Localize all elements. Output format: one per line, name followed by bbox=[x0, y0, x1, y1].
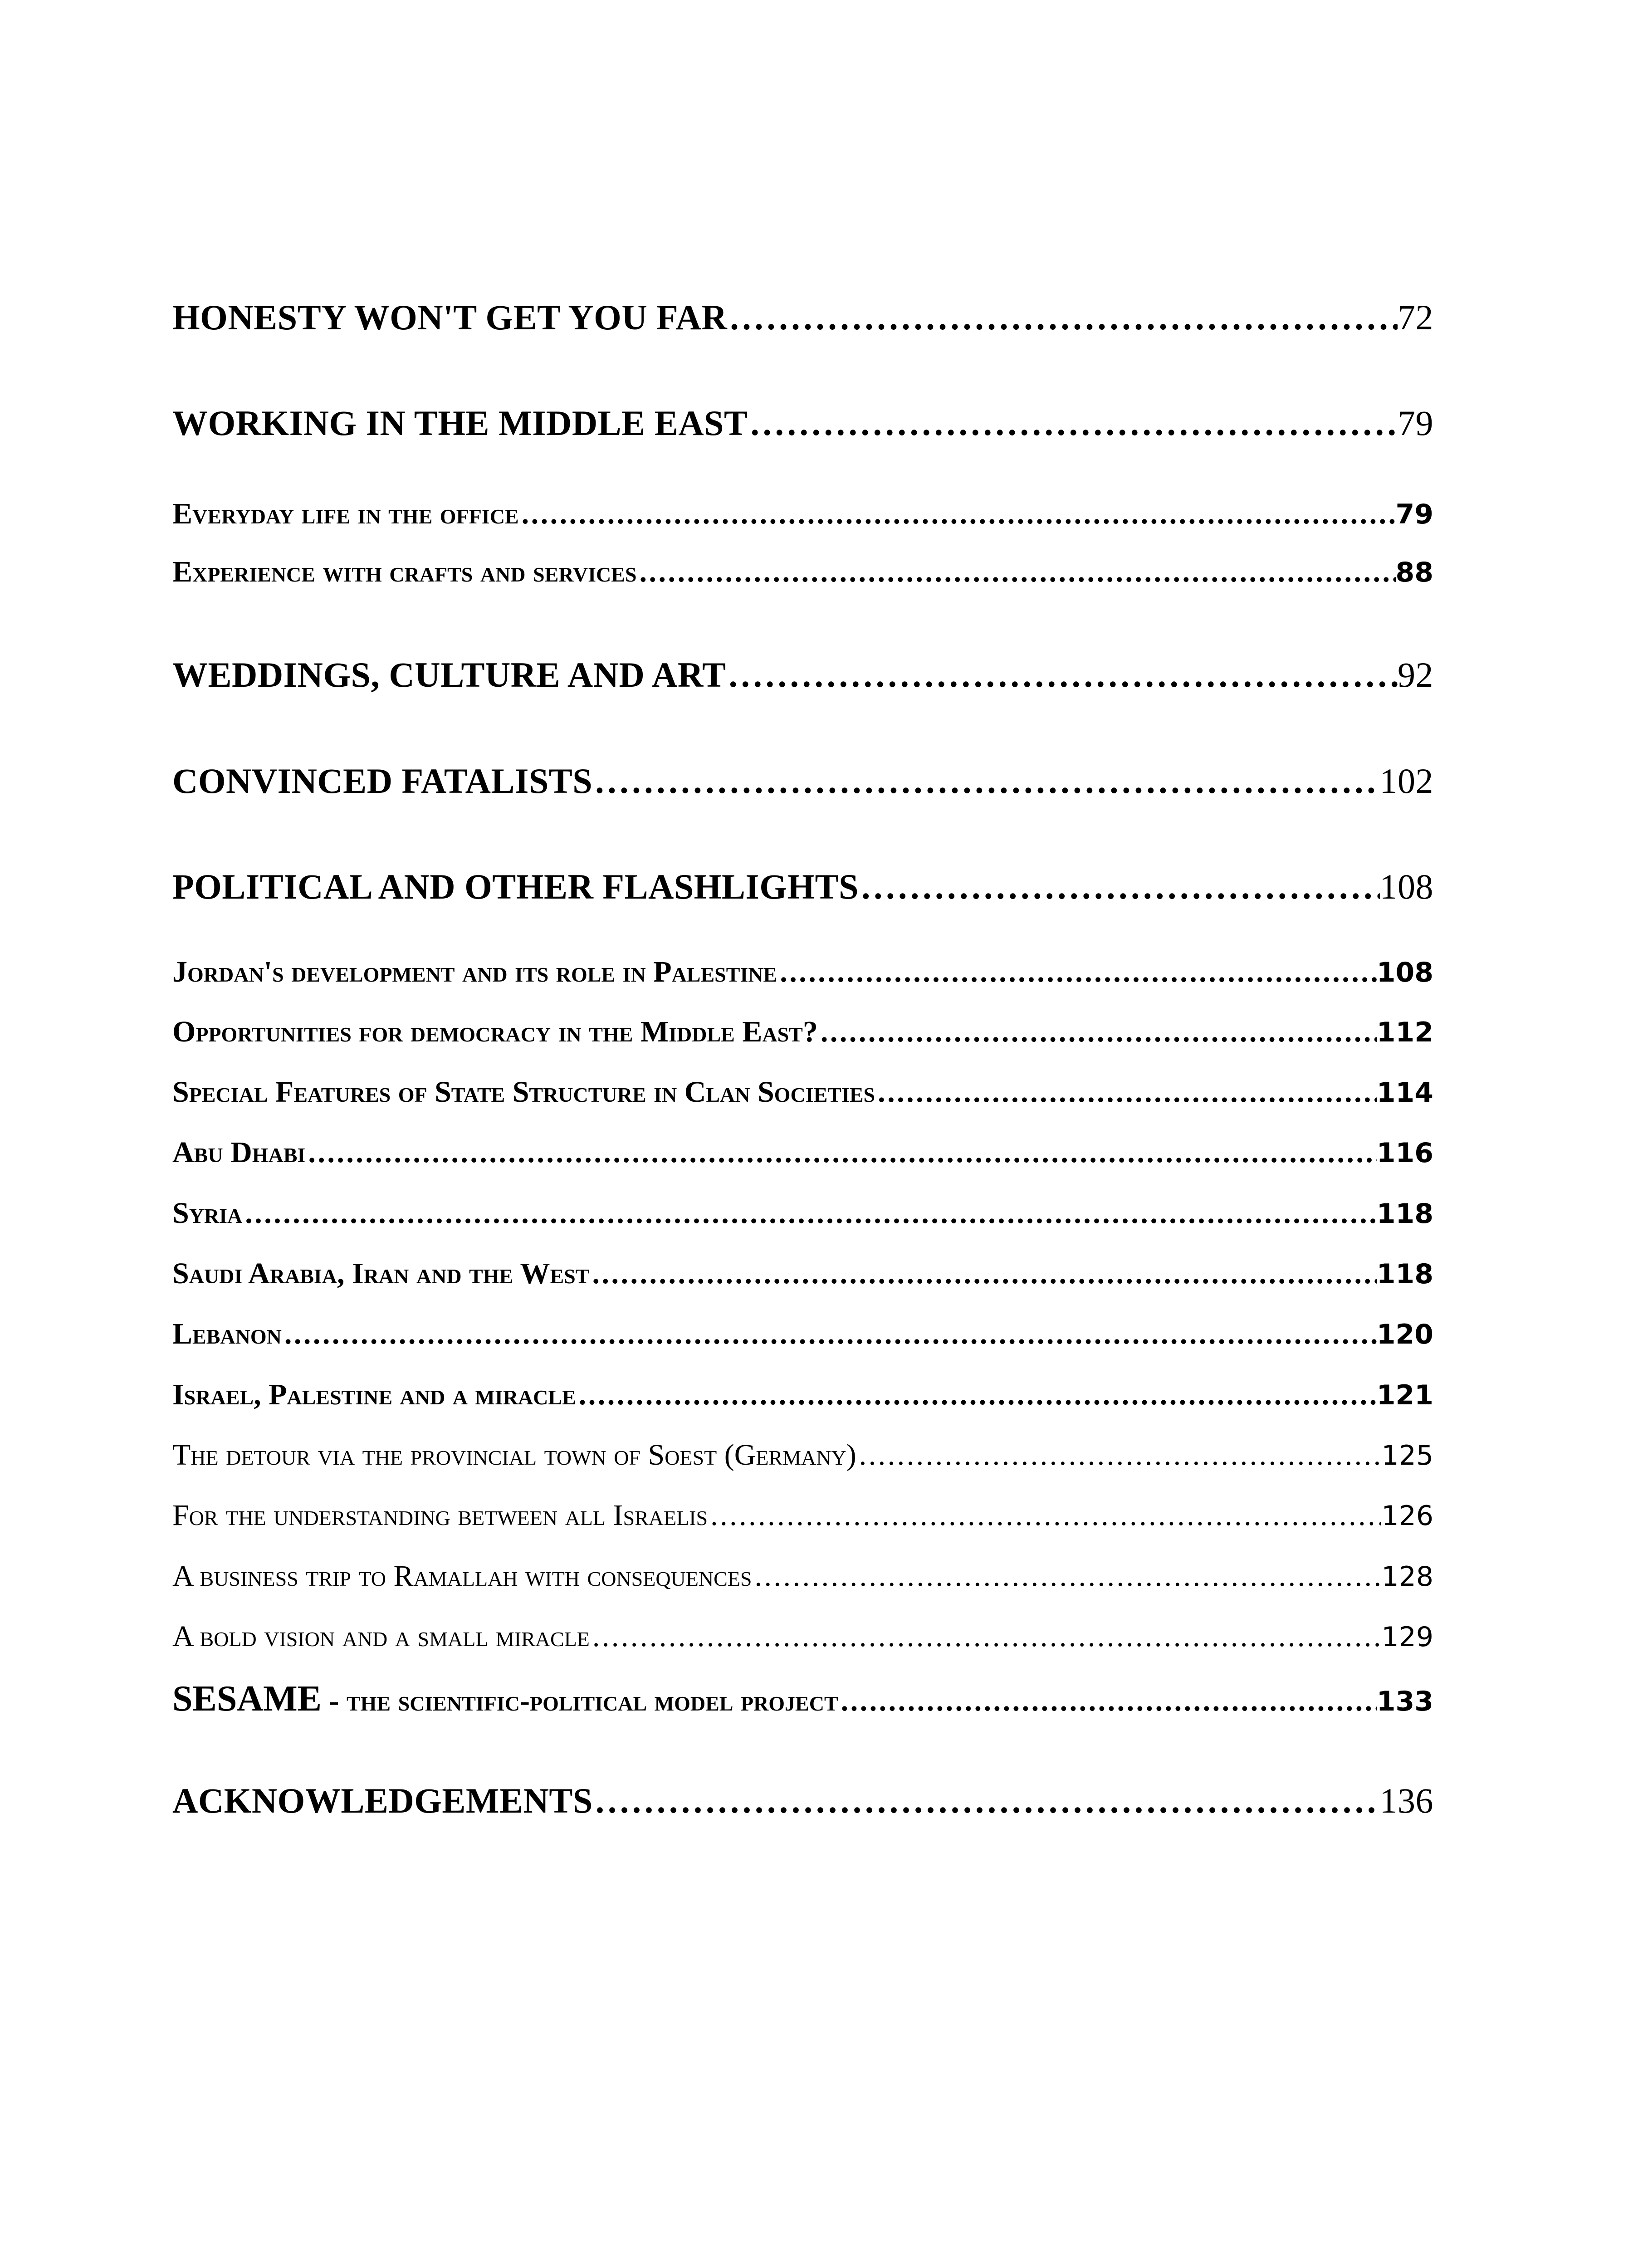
toc-entry[interactable] bbox=[172, 1498, 1433, 1533]
toc-entry-title-rest: - the scientific-political model project bbox=[321, 1684, 838, 1717]
dot-leader bbox=[838, 1684, 1377, 1718]
toc-entry-page: 88 bbox=[1395, 557, 1433, 588]
toc-entry-title: CONVINCED FATALISTS bbox=[172, 761, 593, 801]
dot-leader bbox=[748, 403, 1398, 444]
toc-entry[interactable] bbox=[172, 866, 1433, 907]
toc-entry[interactable] bbox=[172, 1378, 1433, 1412]
toc-entry-title: Syria bbox=[172, 1197, 243, 1230]
toc-entry[interactable] bbox=[172, 1256, 1433, 1291]
toc-entry[interactable] bbox=[172, 1780, 1433, 1821]
dot-leader bbox=[593, 1780, 1380, 1821]
toc-entry[interactable] bbox=[172, 1015, 1433, 1049]
toc-entry[interactable] bbox=[172, 297, 1433, 338]
toc-entry-title: WORKING IN THE MIDDLE EAST bbox=[172, 403, 748, 443]
dot-leader bbox=[818, 1015, 1377, 1049]
toc-entry-title: Saudi Arabia, Iran and the West bbox=[172, 1257, 590, 1290]
dot-leader bbox=[875, 1075, 1377, 1110]
toc-entry[interactable] bbox=[172, 1135, 1433, 1170]
toc-entry-title: Everyday life in the office bbox=[172, 497, 519, 530]
toc-entry-title: Jordan's development and its role in Palestine bbox=[172, 955, 777, 988]
toc-entry[interactable] bbox=[172, 1075, 1433, 1110]
dot-leader bbox=[752, 1559, 1381, 1593]
toc-entry-page: 121 bbox=[1376, 1379, 1433, 1411]
toc-entry-title: WEDDINGS, CULTURE AND ART bbox=[172, 655, 726, 694]
toc-entry-page: 72 bbox=[1398, 298, 1433, 337]
toc-entry[interactable] bbox=[172, 497, 1433, 531]
dot-leader bbox=[282, 1317, 1377, 1351]
toc-entry-page: 133 bbox=[1376, 1686, 1433, 1717]
toc-entry-title: ACKNOWLEDGEMENTS bbox=[172, 1781, 593, 1820]
dot-leader bbox=[636, 555, 1395, 589]
toc-entry[interactable] bbox=[172, 761, 1433, 802]
toc-entry-page: 126 bbox=[1381, 1500, 1433, 1532]
toc-entry-title: Experience with crafts and services bbox=[172, 555, 637, 588]
toc-entry-page: 108 bbox=[1379, 867, 1433, 906]
dot-leader bbox=[590, 1619, 1382, 1654]
toc-entry-title: The detour via the provincial town of Soest (Germany) bbox=[172, 1438, 856, 1471]
toc-entry-page: 116 bbox=[1376, 1137, 1433, 1169]
toc-entry-page: 92 bbox=[1398, 655, 1433, 694]
toc-entry-title bbox=[172, 1678, 838, 1720]
toc-entry-page: 79 bbox=[1398, 403, 1433, 443]
dot-leader bbox=[726, 655, 1398, 695]
toc-entry-title: Opportunities for democracy in the Middle East? bbox=[172, 1015, 818, 1048]
toc-entry-page: 125 bbox=[1381, 1440, 1433, 1471]
toc-entry[interactable] bbox=[172, 555, 1433, 589]
toc-entry[interactable] bbox=[172, 655, 1433, 695]
dot-leader bbox=[242, 1196, 1376, 1231]
dot-leader bbox=[305, 1135, 1376, 1170]
dot-leader bbox=[777, 955, 1377, 989]
toc-entry-page: 128 bbox=[1381, 1561, 1433, 1593]
toc-entry-page: 118 bbox=[1376, 1198, 1433, 1230]
toc-entry-title: A business trip to Ramallah with consequences bbox=[172, 1559, 752, 1593]
toc-entry-page: 136 bbox=[1379, 1781, 1433, 1820]
toc-entry[interactable] bbox=[172, 1317, 1433, 1351]
toc-entry-title: Abu Dhabi bbox=[172, 1136, 306, 1169]
toc-entry-title: POLITICAL AND OTHER FLASHLIGHTS bbox=[172, 867, 859, 906]
dot-leader bbox=[589, 1256, 1376, 1291]
toc-entry[interactable] bbox=[172, 1559, 1433, 1593]
toc-entry[interactable] bbox=[172, 403, 1433, 444]
dot-leader bbox=[856, 1438, 1382, 1472]
toc-entry-title: Israel, Palestine and a miracle bbox=[172, 1378, 576, 1411]
toc-entry[interactable] bbox=[172, 955, 1433, 989]
toc-entry-page: 129 bbox=[1381, 1621, 1433, 1653]
dot-leader bbox=[859, 866, 1379, 907]
dot-leader bbox=[519, 497, 1396, 531]
toc-entry-title: HONESTY WON'T GET YOU FAR bbox=[172, 298, 728, 337]
dot-leader bbox=[708, 1498, 1381, 1533]
toc-entry-page: 118 bbox=[1376, 1258, 1433, 1290]
toc-entry[interactable] bbox=[172, 1196, 1433, 1231]
toc-entry-title-lead: SESAME bbox=[172, 1679, 322, 1719]
toc-entry-title: Special Features of State Structure in Clan Societies bbox=[172, 1075, 875, 1109]
toc-entry-page: 114 bbox=[1376, 1077, 1433, 1109]
toc-entry-page: 120 bbox=[1376, 1319, 1433, 1350]
dot-leader bbox=[592, 761, 1379, 802]
toc-entry-page: 102 bbox=[1379, 761, 1433, 801]
toc-entry[interactable] bbox=[172, 1619, 1433, 1654]
toc-entry-page: 108 bbox=[1376, 957, 1433, 988]
dot-leader bbox=[727, 297, 1398, 338]
toc-entry-title: A bold vision and a small miracle bbox=[172, 1620, 590, 1653]
toc-entry-title: For the understanding between all Israelis bbox=[172, 1499, 708, 1532]
toc-entry-page: 79 bbox=[1395, 499, 1433, 530]
toc-entry-page: 112 bbox=[1376, 1017, 1433, 1048]
toc-entry-title: Lebanon bbox=[172, 1317, 282, 1350]
dot-leader bbox=[576, 1378, 1377, 1412]
toc-entry[interactable] bbox=[172, 1438, 1433, 1472]
toc-entry[interactable] bbox=[172, 1678, 1433, 1720]
